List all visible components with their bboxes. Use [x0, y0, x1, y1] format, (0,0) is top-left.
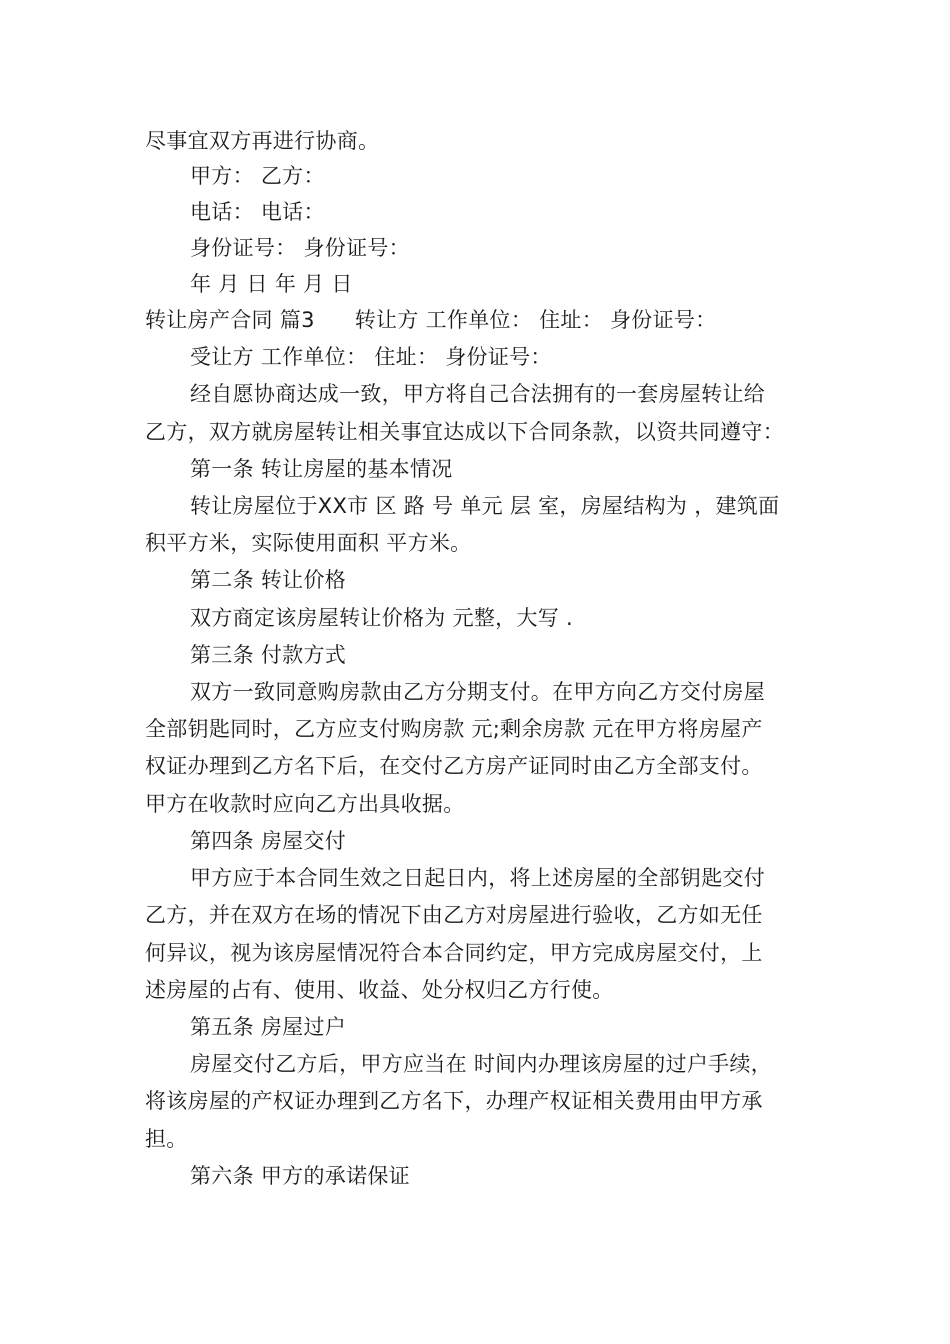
text-line: 电话： 电话：	[190, 200, 325, 224]
text-line: 尽事宜双方再进行协商。	[145, 129, 380, 153]
text-line: 积平方米，实际使用面积 平方米。	[145, 531, 472, 555]
article-heading: 第三条 付款方式	[190, 643, 347, 667]
text-line: 权证办理到乙方名下后，在交付乙方房产证同时由乙方全部支付。	[145, 754, 763, 778]
text-line: 受让方 工作单位： 住址： 身份证号：	[190, 345, 552, 369]
text-line: 甲方： 乙方：	[190, 164, 325, 188]
text-line: 甲方应于本合同生效之日起日内，将上述房屋的全部钥匙交付	[190, 866, 766, 890]
transferor-info: 转让方 工作单位： 住址： 身份证号：	[354, 308, 717, 332]
article-heading: 第六条 甲方的承诺保证	[190, 1164, 410, 1188]
text-line: 述房屋的占有、使用、收益、处分权归乙方行使。	[145, 978, 614, 1002]
text-line: 甲方在收款时应向乙方出具收据。	[145, 792, 465, 816]
article-heading: 第四条 房屋交付	[190, 829, 347, 853]
section-title-line	[145, 308, 716, 332]
text-line: 全部钥匙同时，乙方应支付购房款 元;剩余房款 元在甲方将房屋产	[145, 717, 763, 741]
article-heading: 第二条 转让价格	[190, 568, 347, 592]
text-line: 身份证号： 身份证号：	[190, 236, 410, 260]
text-line: 房屋交付乙方后，甲方应当在 时间内办理该房屋的过户手续，	[190, 1052, 773, 1076]
text-line: 转让房屋位于XX市 区 路 号 单元 层 室，房屋结构为 ，建筑面	[190, 494, 780, 518]
text-line: 乙方，并在双方在场的情况下由乙方对房屋进行验收，乙方如无任	[145, 903, 763, 927]
section-title: 转让房产合同 篇3	[145, 308, 315, 332]
text-line: 双方一致同意购房款由乙方分期支付。在甲方向乙方交付房屋	[190, 680, 766, 704]
text-line: 将该房屋的产权证办理到乙方名下，办理产权证相关费用由甲方承	[145, 1089, 763, 1113]
text-line: 双方商定该房屋转让价格为 元整，大写 .	[190, 606, 574, 630]
article-heading: 第五条 房屋过户	[190, 1015, 347, 1039]
text-line: 何异议，视为该房屋情况符合本合同约定，甲方完成房屋交付，上	[145, 941, 763, 965]
text-line: 担。	[145, 1127, 188, 1151]
text-line: 年 月 日 年 月 日	[190, 272, 353, 296]
article-heading: 第一条 转让房屋的基本情况	[190, 457, 453, 481]
text-line: 乙方，双方就房屋转让相关事宜达成以下合同条款，以资共同遵守：	[145, 420, 784, 444]
text-line: 经自愿协商达成一致，甲方将自己合法拥有的一套房屋转让给	[190, 382, 766, 406]
